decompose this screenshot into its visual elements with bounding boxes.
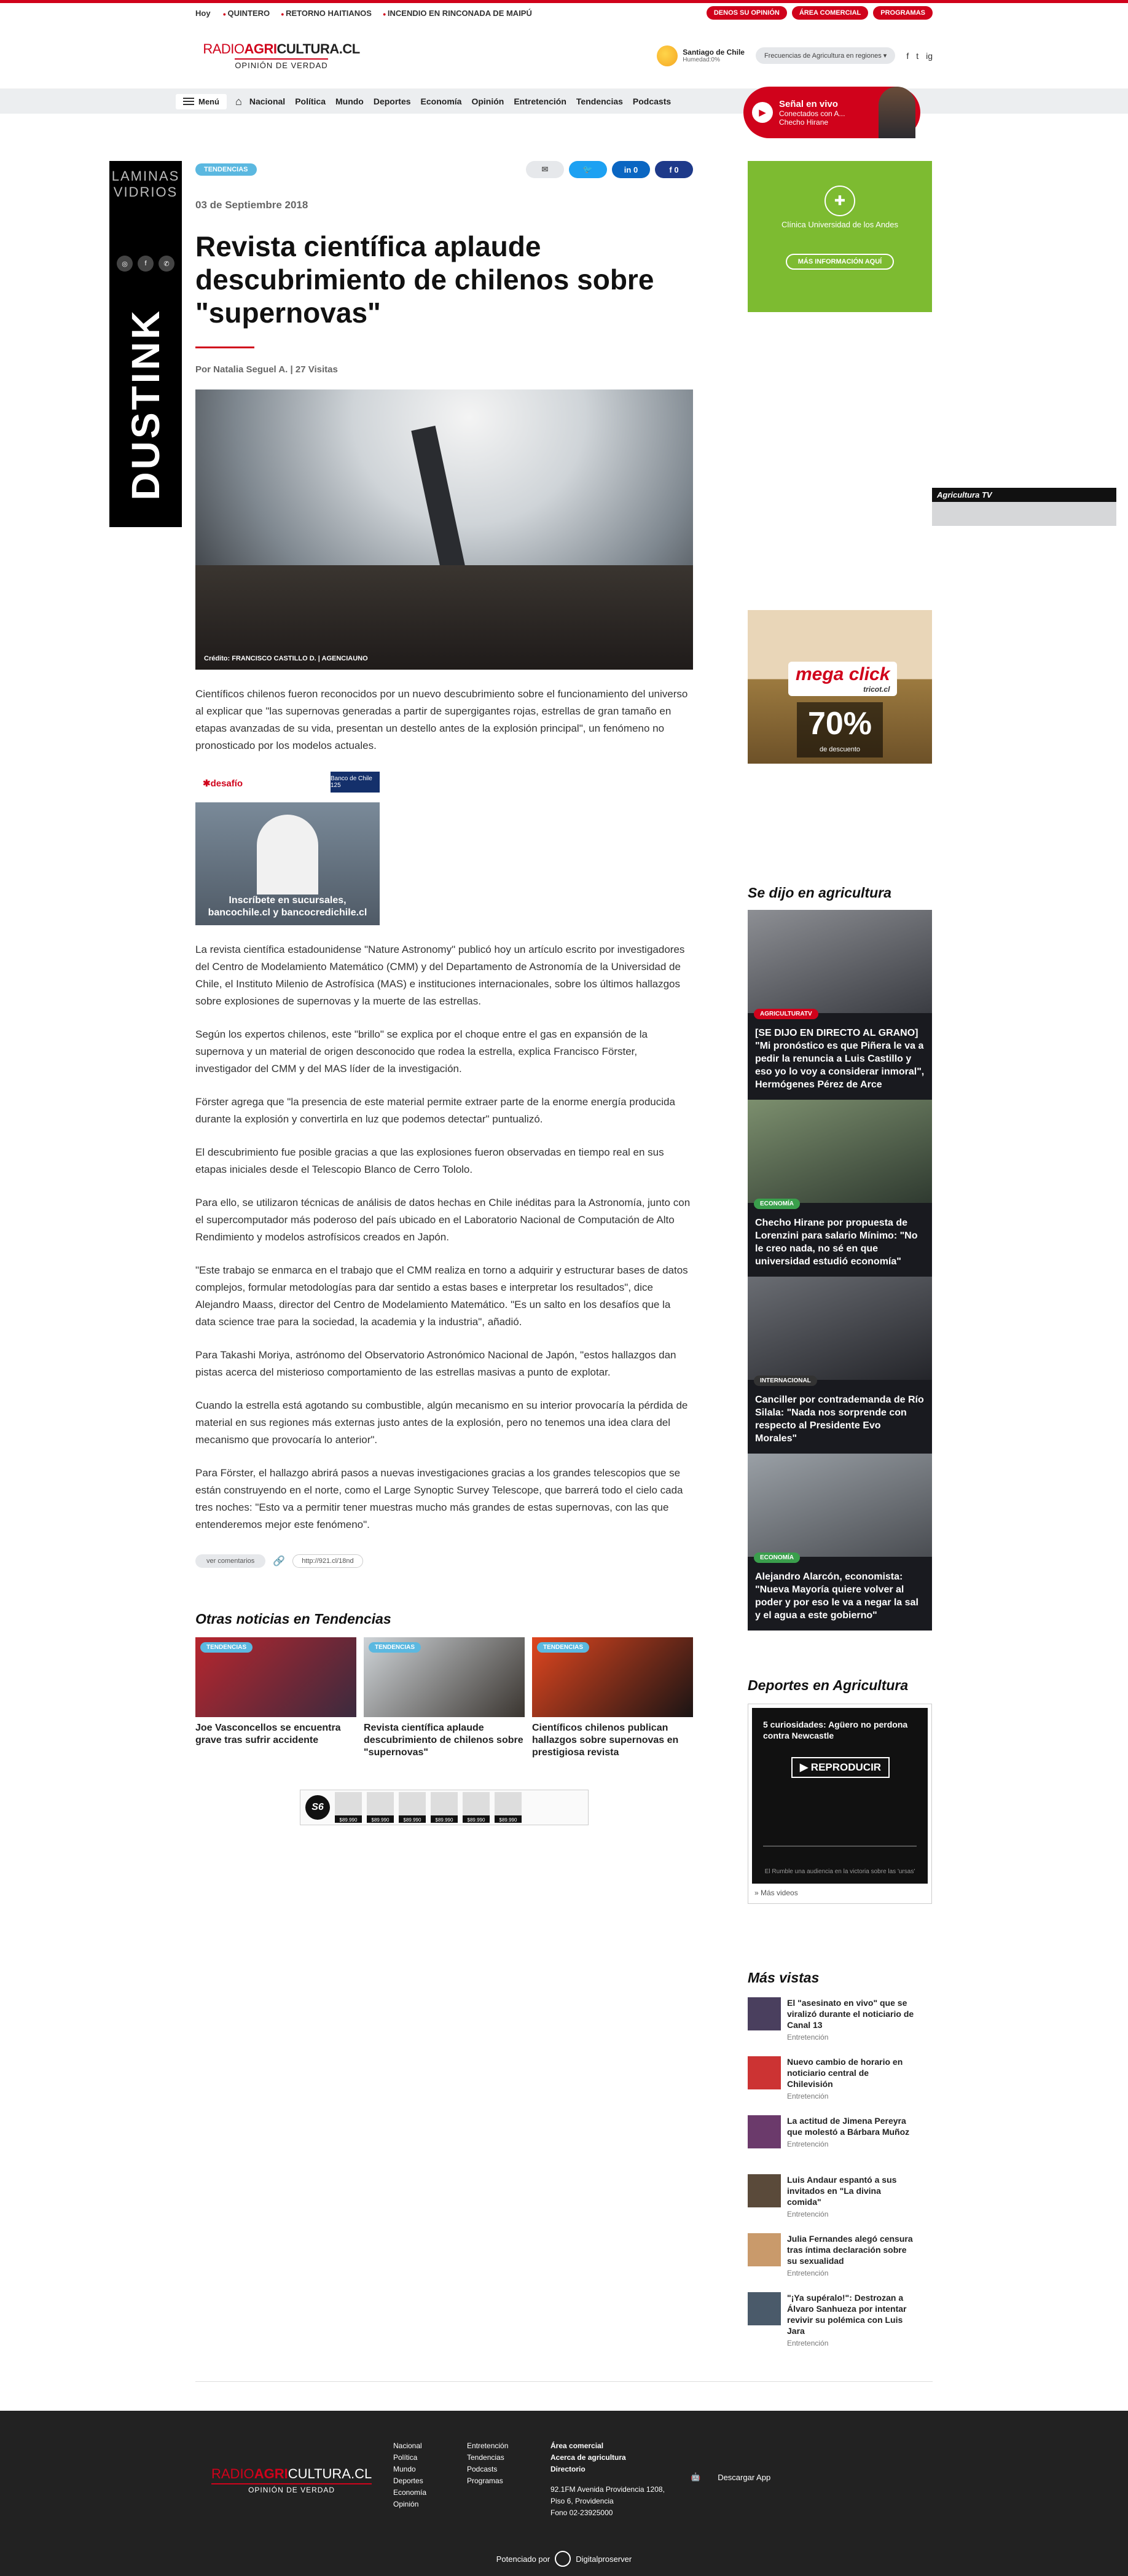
story-title: Alejandro Alarcón, economista: "Nueva Mayoría quiere volver al poder y por eso le va a negar la sal y el agua a este gobierno"	[755, 1572, 918, 1621]
item-rank: 1	[910, 2003, 932, 2047]
ad-discount-value: 70%	[807, 706, 872, 742]
social-links	[906, 51, 933, 61]
footer-link[interactable]: Política	[393, 2453, 418, 2462]
nav-item-deportes[interactable]: Deportes	[373, 96, 411, 106]
video-title: 5 curiosidades: Agüero no perdona contra Newcastle	[763, 1720, 908, 1740]
article-byline: Por Natalia Seguel A. | 27 Visitas	[195, 364, 338, 375]
article-paragraph: Para ello, se utilizaron técnicas de análisis de datos hechas en Chile inéditas para la Astronomía, junto con el supercomputador más poderoso del país ubicado en el Laboratorio Nacional de Computación de Alto Rendimiento y modelos astrofísicos creados en Japón.	[195, 1197, 691, 1243]
download-app-label: Descargar App	[718, 2472, 771, 2482]
clinic-more-button[interactable]: MÁS INFORMACIÓN AQUÍ	[786, 254, 894, 270]
item-title: La actitud de Jimena Pereyra que molestó a Bárbara Muñoz	[787, 2116, 910, 2137]
footer-link[interactable]: Acerca de agricultura	[550, 2453, 626, 2462]
opinion-button[interactable]: DENOS SU OPINIÓN	[707, 6, 787, 20]
ad-product	[463, 1792, 490, 1823]
item-category: Entretención	[787, 2140, 829, 2148]
related-section-title: Otras noticias en Tendencias	[195, 1611, 391, 1627]
most-viewed-item[interactable]	[748, 1997, 932, 2045]
article-title: Revista científica aplaude descubrimiento de chilenos sobre "supernovas"	[195, 230, 654, 329]
instagram-icon: ◎	[117, 256, 133, 272]
footer-logo[interactable]	[211, 2466, 372, 2494]
footer-phone: Fono 02-23925000	[550, 2508, 613, 2517]
footer-address: 92.1FM Avenida Providencia 1208,	[550, 2485, 665, 2494]
home-icon[interactable]: ⌂	[235, 95, 242, 108]
story-image	[748, 1100, 932, 1207]
cross-icon: ✚	[824, 186, 855, 216]
mas-vistas-section	[748, 1970, 932, 2347]
twitter-share-button[interactable]: 🐦	[569, 161, 607, 178]
logo-tagline: OPINIÓN DE VERDAD	[235, 58, 327, 70]
android-icon: 🤖	[691, 2472, 701, 2481]
story-card[interactable]	[748, 910, 932, 1100]
email-share-button[interactable]: ✉	[526, 161, 564, 178]
story-category: ECONOMÍA	[754, 1552, 800, 1563]
host-photo	[879, 87, 915, 138]
item-title: El "asesinato en vivo" que se viralizó durante el noticiario de Canal 13	[787, 1998, 914, 2030]
footer-link[interactable]: Entretención	[467, 2441, 509, 2450]
item-thumbnail	[748, 2233, 781, 2266]
article-paragraph: Según los expertos chilenos, este "brillo" se explica por el choque entre el gas en expansión de la supernova y un material de origen desconocido que rodea la estrella, explica Francisco Förster, investigador del CMM y del MAS líder de la investigación.	[195, 1028, 648, 1075]
crowd-shape	[195, 565, 693, 670]
related-card-image	[532, 1637, 693, 1717]
category-tag[interactable]: TENDENCIAS	[195, 163, 257, 176]
digitalproserver-logo	[555, 2551, 571, 2567]
ad-price: $89.990	[403, 1817, 421, 1823]
section-title: Se dijo en agricultura	[748, 885, 891, 901]
story-card[interactable]	[748, 1277, 932, 1454]
related-card[interactable]	[195, 1637, 356, 1759]
site-footer	[0, 2411, 1128, 2576]
card-tag: TENDENCIAS	[537, 1642, 589, 1653]
footer-link[interactable]: Nacional	[393, 2441, 422, 2450]
logo-text: CULTURA.CL	[288, 2466, 372, 2481]
ad-price: $89.990	[371, 1817, 390, 1823]
logo-text: AGRI	[244, 41, 277, 57]
ad-brand: S6	[305, 1795, 330, 1820]
clinic-name: Clínica Universidad de los Andes	[781, 220, 899, 229]
top-bar	[0, 3, 1128, 23]
powered-brand[interactable]: Digitalproserver	[576, 2554, 632, 2564]
tricot-ad[interactable]	[748, 610, 932, 764]
item-category: Entretención	[787, 2092, 829, 2100]
nav-item-economia[interactable]: Economía	[420, 96, 462, 106]
weather-widget	[657, 45, 745, 66]
article-paragraph: Para Takashi Moriya, astrónomo del Observatorio Astronómico Nacional de Japón, "estos hallazgos dan pistas acerca del misterioso comportamiento de las estrellas masivas a punto de explotar.	[195, 1349, 676, 1378]
item-thumbnail	[748, 1997, 781, 2030]
most-viewed-item[interactable]	[748, 2056, 932, 2104]
facebook-icon[interactable]: f	[906, 50, 909, 61]
item-rank: 5	[910, 2239, 932, 2283]
article-photo	[195, 390, 693, 670]
ad-product	[335, 1792, 362, 1823]
story-image	[748, 910, 932, 1017]
powered-label: Potenciado por	[496, 2554, 550, 2564]
story-category: AGRICULTURATV	[754, 1009, 818, 1019]
story-card[interactable]	[748, 1100, 932, 1277]
trend-link[interactable]: ● RETORNO HAITIANOS	[281, 9, 372, 18]
nav-item-mundo[interactable]: Mundo	[335, 96, 364, 106]
story-image	[748, 1277, 932, 1384]
short-link-field[interactable]: http://921.cl/18nd	[292, 1554, 362, 1568]
footer-link[interactable]: Deportes	[393, 2476, 423, 2485]
hamburger-icon	[183, 98, 194, 105]
footer-link[interactable]: Mundo	[393, 2465, 416, 2473]
whatsapp-icon: ✆	[159, 256, 174, 272]
logo-text: CULTURA.CL	[276, 41, 360, 57]
sun-icon	[657, 45, 678, 66]
site-header	[0, 23, 1128, 89]
ad-brand-sub: tricot.cl	[863, 685, 890, 694]
menu-label: Menú	[198, 96, 219, 106]
live-host: Checho Hirane	[779, 117, 829, 127]
logo-text: RADIO	[203, 41, 245, 57]
left-skyscraper-ad[interactable]	[109, 161, 182, 527]
footer-link[interactable]: Directorio	[550, 2465, 586, 2473]
card-tag: TENDENCIAS	[369, 1642, 421, 1653]
story-image	[748, 1454, 932, 1561]
bottom-banner-ad[interactable]	[300, 1790, 589, 1825]
article	[195, 161, 693, 1825]
ad-product	[495, 1792, 522, 1823]
nav-item-nacional[interactable]: Nacional	[249, 96, 286, 106]
section-title: Deportes en Agricultura	[748, 1677, 909, 1693]
commercial-area-button[interactable]: ÁREA COMERCIAL	[792, 6, 868, 20]
related-card-title: Joe Vasconcellos se encuentra grave tras sufrir accidente	[195, 1723, 341, 1745]
view-comments-button[interactable]: ver comentarios	[195, 1554, 265, 1568]
facebook-share-button[interactable]: f 0	[655, 161, 693, 178]
story-title: [SE DIJO EN DIRECTO AL GRANO] "Mi pronóstico es que Piñera le va a pedir la renuncia a Luis Castillo y eso yo lo voy a considerar inmoral", Hermógenes Pérez de Arce	[755, 1028, 925, 1090]
video-player	[748, 1704, 932, 1904]
frequencies-dropdown[interactable]: Frecuencias de Agricultura en regiones ▾	[756, 47, 895, 64]
item-title: Luis Andaur espantó a sus invitados en "La divina comida"	[787, 2175, 897, 2207]
footer-link[interactable]: Opinión	[393, 2500, 419, 2508]
article-date: 03 de Septiembre 2018	[195, 199, 308, 211]
nav-item-opinion[interactable]: Opinión	[471, 96, 504, 106]
footer-address: Piso 6, Providencia	[550, 2497, 614, 2505]
item-rank: 2	[910, 2062, 932, 2106]
item-title: Nuevo cambio de horario en noticiario central de Chilevisión	[787, 2057, 903, 2089]
agricultura-tv-widget	[932, 488, 1116, 526]
ad-price: $89.990	[339, 1817, 358, 1823]
play-icon: ▶	[752, 102, 773, 123]
article-paragraph: Científicos chilenos fueron reconocidos por un nuevo descubrimiento sobre el funcionamiento del universo al explicar que "las supernovas generadas a partir de supergigantes rojas, estrellas de gran tamaño en etapas avanzadas de su vida, presentan un destello antes de la explosión principal", un fenómeno no pronosticado por los modelos actuales.	[195, 688, 688, 751]
story-category: INTERNACIONAL	[754, 1376, 817, 1386]
app-download[interactable]	[686, 2472, 770, 2482]
ad-product	[367, 1792, 394, 1823]
logo-text: AGRI	[254, 2466, 288, 2481]
facebook-icon: f	[138, 256, 154, 272]
ad-discount	[797, 702, 883, 758]
related-card[interactable]	[364, 1637, 525, 1759]
footer-divider	[195, 2381, 933, 2382]
twitter-icon[interactable]: t	[916, 50, 919, 61]
main-nav	[0, 89, 1128, 127]
inline-ad[interactable]	[195, 772, 380, 925]
site-logo[interactable]	[195, 41, 367, 70]
clinic-ad[interactable]	[748, 161, 932, 312]
related-card[interactable]	[532, 1637, 693, 1759]
programs-button[interactable]: PROGRAMAS	[873, 6, 933, 20]
live-title: Señal en vivo	[779, 98, 838, 109]
logo-tagline: OPINIÓN DE VERDAD	[211, 2483, 372, 2494]
trend-link[interactable]: ● QUINTERO	[223, 9, 270, 18]
ad-text: Inscríbete en sucursales, bancochile.cl y bancocredichile.cl	[208, 895, 367, 918]
footer-link[interactable]: Podcasts	[467, 2465, 498, 2473]
linkedin-share-button[interactable]: in 0	[612, 161, 650, 178]
article-paragraph: "Este trabajo se enmarca en el trabajo que el CMM realiza en torno a adquirir y estructurar bases de datos complejos, formular metodologías para dar sentido a estas bases e interpretar los resultados", dice Alejandro Maass, director del Centro de Modelamiento Matemático. "Es un salto en los desafíos que la data science trae para la sociedad, la academia y la industria", añadió.	[195, 1264, 688, 1328]
footer-link[interactable]: Área comercial	[550, 2441, 604, 2450]
footer-link[interactable]: Tendencias	[467, 2453, 504, 2462]
instagram-icon[interactable]: ig	[926, 50, 933, 61]
nav-item-politica[interactable]: Política	[295, 96, 326, 106]
share-buttons	[526, 161, 693, 178]
most-viewed-item[interactable]	[748, 2292, 932, 2347]
most-viewed-item[interactable]	[748, 2115, 932, 2163]
title-divider	[195, 346, 254, 348]
live-signal-button[interactable]	[743, 87, 920, 138]
footer-link[interactable]: Economía	[393, 2488, 427, 2497]
card-tag: TENDENCIAS	[200, 1642, 253, 1653]
ad-price: $89.990	[499, 1817, 517, 1823]
item-rank: 3	[910, 2121, 932, 2165]
ad-discount-label: de descuento	[819, 746, 861, 753]
related-card-image	[364, 1637, 525, 1717]
nav-item-tendencias[interactable]: Tendencias	[576, 96, 623, 106]
ad-brand: ✱desafío	[203, 778, 243, 789]
live-subtitle: Conectados con A...	[779, 109, 845, 118]
weather-humidity: Humedad:0%	[683, 57, 720, 63]
related-card-title: Revista científica aplaude descubrimiento de chilenos sobre "supernovas"	[364, 1723, 523, 1758]
ad-person	[257, 815, 318, 895]
ad-price: $89.990	[435, 1817, 453, 1823]
logo-text: RADIO	[211, 2466, 254, 2481]
powered-by	[0, 2551, 1128, 2567]
more-videos-link[interactable]: » Más videos	[754, 1889, 798, 1897]
related-cards	[195, 1637, 693, 1759]
item-thumbnail	[748, 2056, 781, 2089]
article-paragraph: La revista científica estadounidense "Nature Astronomy" publicó hoy un artículo escrito por investigadores del Centro de Modelamiento Matemático (CMM) y del Departamento de Astronomía de la Universidad de Chile, el Instituto Milenio de Astrofísica (MAS) e instituciones internacionales, sobre los últimos hallazgos sobre explosiones de supernovas y la muerte de las estrellas.	[195, 944, 685, 1007]
ad-product	[399, 1792, 426, 1823]
play-button[interactable]: ▶ REPRODUCIR	[791, 1757, 890, 1778]
today-label: Hoy	[195, 8, 211, 18]
related-card-title: Científicos chilenos publican hallazgos sobre supernovas en prestigiosa revista	[532, 1723, 679, 1758]
item-category: Entretención	[787, 2033, 829, 2042]
most-viewed-item[interactable]	[748, 2174, 932, 2222]
item-category: Entretención	[787, 2339, 829, 2347]
story-title: Canciller por contrademanda de Río Silala: "Nada nos sorprende con respecto al Presidente Evo Morales"	[755, 1395, 924, 1444]
weather-city: Santiago de Chile	[683, 48, 745, 57]
most-viewed-item[interactable]	[748, 2233, 932, 2281]
ad-brand-text: mega click	[796, 664, 890, 684]
link-icon: 🔗	[273, 1556, 286, 1567]
menu-button[interactable]	[176, 94, 227, 109]
item-thumbnail	[748, 2115, 781, 2148]
item-category: Entretención	[787, 2210, 829, 2218]
ad-brand	[788, 662, 897, 696]
item-thumbnail	[748, 2292, 781, 2325]
story-category: ECONOMÍA	[754, 1199, 800, 1209]
section-title: Más vistas	[748, 1970, 820, 1986]
item-rank: 4	[910, 2180, 932, 2224]
story-card[interactable]	[748, 1454, 932, 1631]
item-title: Julia Fernandes alegó censura tras íntima declaración sobre su sexualidad	[787, 2234, 913, 2266]
related-card-image	[195, 1637, 356, 1717]
article-paragraph: Cuando la estrella está agotando su combustible, algún mecanismo en su interior provocaría la pérdida de material en sus regiones más externas justo antes de la explosión, pero no tenemos una idea clara del mecanismo que provocaría lo anterior".	[195, 1400, 688, 1446]
footer-links-sections	[393, 2440, 426, 2510]
article-paragraph: El descubrimiento fue posible gracias a que las explosiones fueron observadas en tiempo real en sus etapas iniciales desde el Telescopio Blanco de Cerro Tololo.	[195, 1146, 664, 1175]
agricultura-tv-title: Agricultura TV	[932, 488, 1116, 502]
photo-credit: Crédito: FRANCISCO CASTILLO D. | AGENCIAUNO	[204, 655, 368, 662]
ad-bank-logo: Banco de Chile 125	[331, 772, 380, 793]
ad-product	[431, 1792, 458, 1823]
ad-text: LAMINAS VIDRIOS	[111, 168, 180, 200]
article-paragraph: Para Förster, el hallazgo abrirá pasos a nuevas investigaciones gracias a los grandes telescopios que se están construyendo en el norte, como el Large Synoptic Survey Telescope, que barrerá todo el cielo cada tres noches: "Esto va a permitir tener muestras mucho más grandes de estas supernovas, con las que entenderemos mejor este fenómeno".	[195, 1467, 683, 1530]
nav-item-entretencion[interactable]: Entretención	[514, 96, 566, 106]
se-dijo-section	[748, 885, 932, 1631]
footer-contact	[550, 2440, 665, 2519]
nav-item-podcasts[interactable]: Podcasts	[632, 96, 672, 106]
video-note: El Rumble una audiencia en la victoria sobre las 'ursas'	[764, 1868, 915, 1875]
item-title: "¡Ya supéralo!": Destrozan a Álvaro Sanhueza por intentar revivir su polémica con Luis Jara	[787, 2293, 907, 2336]
item-category: Entretención	[787, 2269, 829, 2277]
video-progress-bar[interactable]	[763, 1846, 917, 1847]
ad-brand: DUSTINK	[123, 308, 168, 501]
article-paragraph: Förster agrega que "la presencia de este material permite extraer parte de la enorme energía producida durante la explosión y convertirla en luz que podemos detectar" puntualizó.	[195, 1096, 675, 1125]
trend-link[interactable]: ● INCENDIO EN RINCONADA DE MAIPÚ	[383, 9, 532, 18]
footer-links-more	[467, 2440, 508, 2487]
item-rank: 6	[910, 2298, 932, 2342]
item-thumbnail	[748, 2174, 781, 2207]
video-screen[interactable]	[752, 1708, 928, 1884]
footer-link[interactable]: Programas	[467, 2476, 503, 2485]
story-title: Checho Hirane por propuesta de Lorenzini para salario Mínimo: "No le creo nada, no sé en que universidad estudió economía"	[755, 1218, 918, 1267]
deportes-section	[748, 1677, 932, 1904]
ad-price: $89.990	[467, 1817, 485, 1823]
